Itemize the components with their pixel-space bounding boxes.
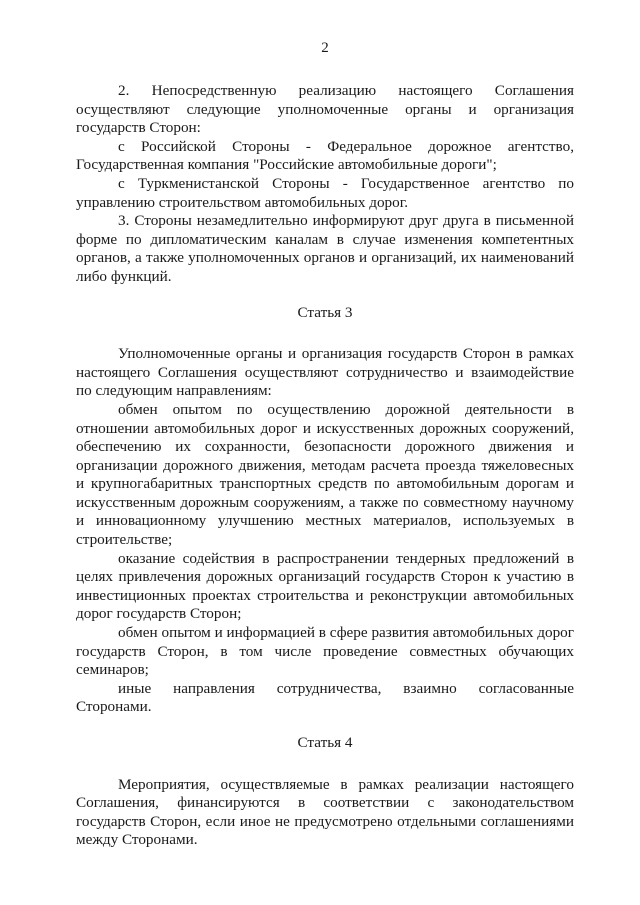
article-4-heading: Статья 4 [297, 734, 353, 751]
article-3-body [76, 345, 574, 717]
article-4-financing: Мероприятия, осуществляемые в рамках реализации настоящего Соглашения, финансируются в соответствии с законодательством государств Сторон, если иное не предусмотрено отдельными соглашениями между Сторонами. [76, 775, 574, 849]
article-3-heading: Статья 3 [297, 303, 353, 321]
page-number: 2 [321, 40, 329, 56]
article-3-item-tender-assistance: оказание содействия в распространении тендерных предложений в целях привлечения дорожных организаций государств Сторон к участию в инвестиционных проектах строительства и реконструкции автомобильных дорог государств Сторон; [76, 549, 574, 623]
section-top [76, 82, 574, 287]
paragraph-russian-side: с Российской Стороны - Федеральное дорожное агентство, Государственная компания "Российские автомобильные дороги"; [76, 137, 574, 174]
paragraph-turkmen-side: с Туркменистанской Стороны - Государственное агентство по управлению строительством автомобильных дорог. [76, 174, 574, 211]
article-3-item-other-directions: иные направления сотрудничества, взаимно согласованные Сторонами. [76, 679, 574, 716]
article-3-item-experience-exchange: обмен опытом по осуществлению дорожной деятельности в отношении автомобильных дорог и искусственных дорожных сооружений, обеспечению их сохранности, безопасности дорожного движения и организации дорожного движения, методам расчета проезда тяжеловесных и крупногабаритных транспортных средств по автомобильным дорогам и искусственным дорожным сооружениям, а также по совместному научному и инновационному улучшению местных материалов, используемых в строительстве; [76, 400, 574, 549]
article-3-intro: Уполномоченные органы и организация государств Сторон в рамках настоящего Соглашения осуществляют сотрудничество и взаимодействие по следующим направлениям: [76, 345, 574, 400]
article-3-item-information-exchange: обмен опытом и информацией в сфере развития автомобильных дорог государств Сторон, в том числе проведение совместных обучающих семинаров; [76, 624, 574, 679]
paragraph-2-implementing-bodies: 2. Непосредственную реализацию настоящего Соглашения осуществляют следующие уполномоченные органы и организация государств Сторон: [76, 82, 574, 137]
paragraph-3-notification: 3. Стороны незамедлительно информируют друг друга в письменной форме по дипломатическим каналам в случае изменения компетентных органов, а также уполномоченных органов и организаций, их наименований либо функций. [76, 212, 574, 285]
article-4-body [76, 776, 574, 850]
